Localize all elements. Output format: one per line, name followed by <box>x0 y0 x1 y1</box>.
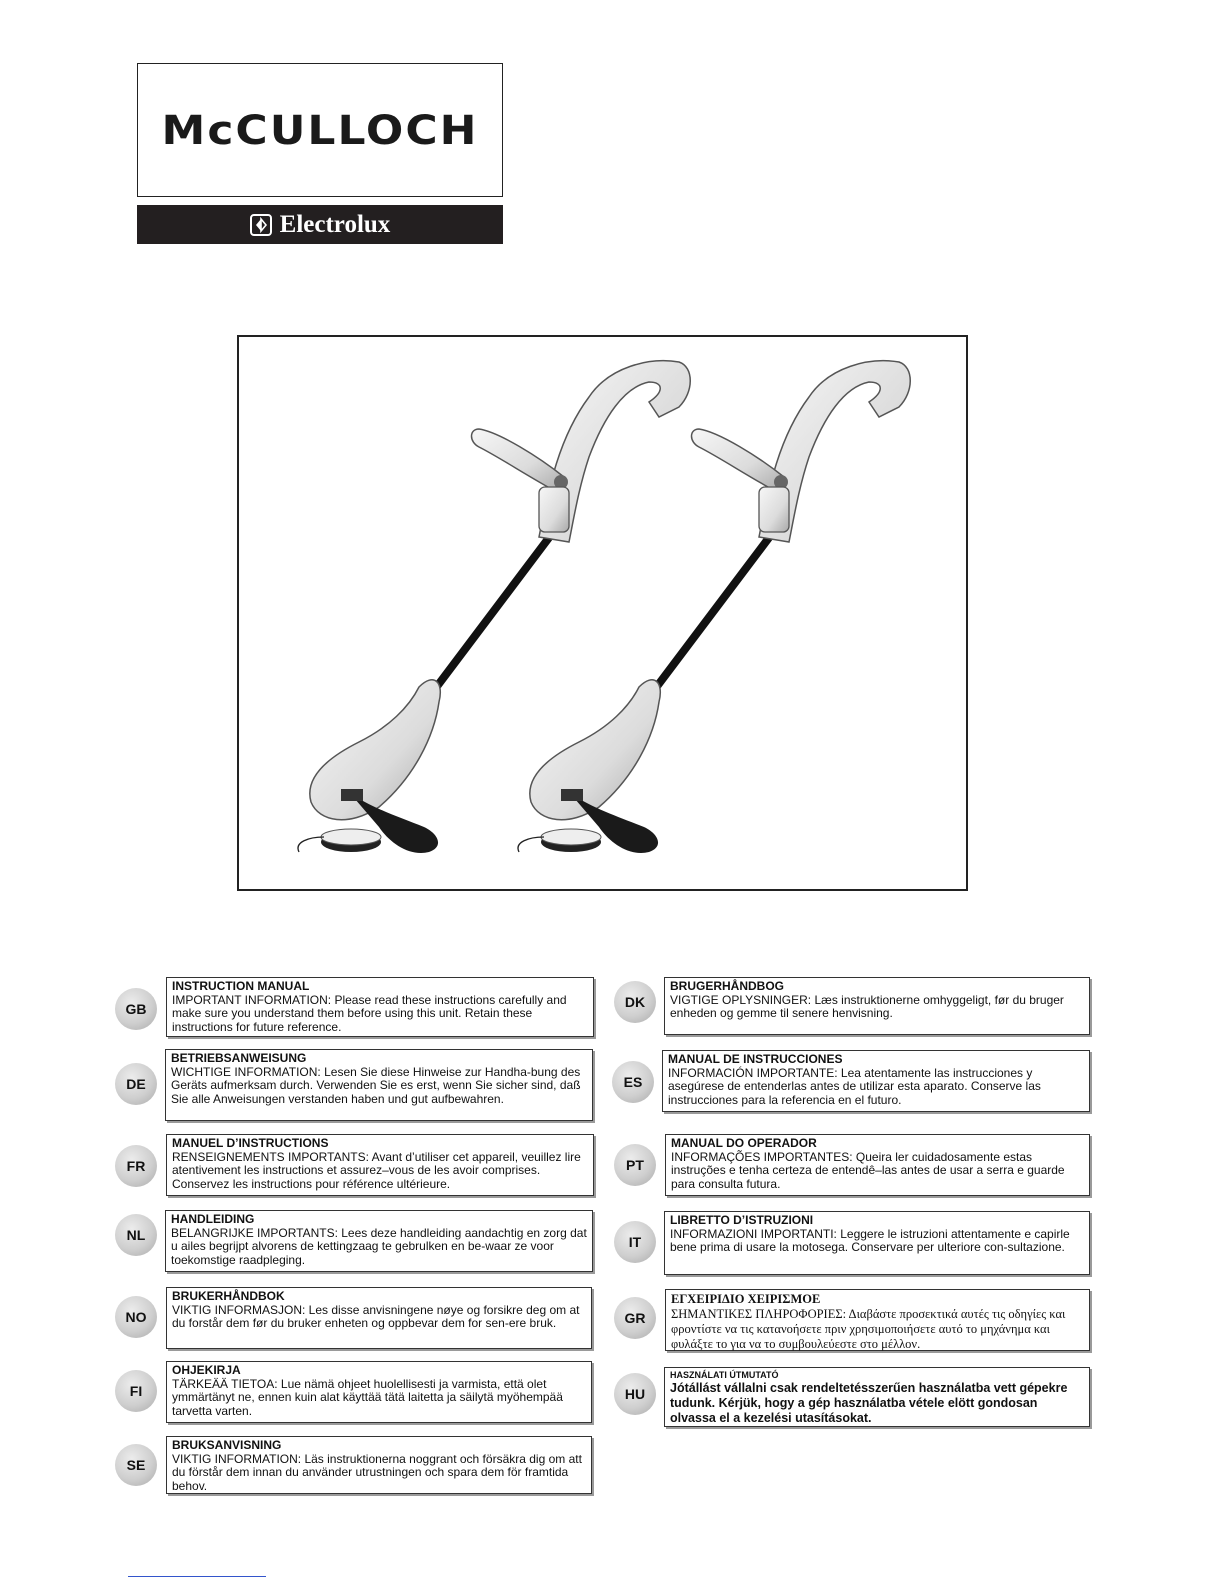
lang-badge-nl: NL <box>115 1214 157 1256</box>
lang-text: INFORMACIÓN IMPORTANTE: Lea atentamente las instrucciones y asegúrese de entenderlas antes de utilizar esta aparato. Conserve las instrucciones para la referencia en el futuro. <box>668 1065 1041 1107</box>
lang-box-no <box>166 1287 592 1349</box>
lang-badge-fi: FI <box>115 1370 157 1412</box>
lang-box-de <box>165 1049 593 1121</box>
lang-text: INFORMAÇÕES IMPORTANTES: Queira ler cuidadosamente estas instruções e tenha certeza de entendê–las antes de usar a serra e guarde para consulta futura. <box>671 1149 1065 1191</box>
lang-box-hu <box>664 1367 1090 1427</box>
lang-title: HANDLEIDING <box>171 1212 255 1226</box>
lang-box-pt <box>665 1134 1090 1196</box>
lang-badge-pt: PT <box>614 1144 656 1186</box>
lang-badge-gr: GR <box>614 1297 656 1339</box>
lang-title: ΕΓΧΕΙΡΙΔΙΟ ΧΕΙΡΙΣΜΟΕ <box>671 1292 821 1306</box>
lang-badge-gb: GB <box>115 988 157 1030</box>
lang-title: HASZNÁLATI ÚTMUTATÓ <box>670 1370 779 1380</box>
mcculloch-logo <box>137 63 503 197</box>
lang-text: VIKTIG INFORMASJON: Les disse anvisningene nøye og forsikre deg om at du forstår dem før du bruker enheten og oppbevar dem for sen-ere bruk. <box>172 1302 580 1331</box>
lang-box-gr <box>665 1289 1090 1351</box>
lang-text: Jótállást vállalni csak rendeltetésszerűen használatba vett gépekre tudunk. Kérjük, hogy a gép használatba vétele elött gondosan olvassa el a kezelési utasításokat. <box>670 1381 1068 1425</box>
electrolux-mark-icon <box>250 214 272 236</box>
lang-badge-se: SE <box>115 1444 157 1486</box>
lang-badge-de: DE <box>115 1063 157 1105</box>
lang-text: VIKTIG INFORMATION: Läs instruktionerna noggrant och försäkra dig om att du förstår dem innan du använder utrustningen och spara dem för framtida behov. <box>172 1451 582 1493</box>
lang-title: MANUAL DO OPERADOR <box>671 1136 817 1150</box>
lang-badge-hu: HU <box>614 1373 656 1415</box>
lang-title: MANUAL DE INSTRUCCIONES <box>668 1052 843 1066</box>
lang-box-nl <box>165 1210 593 1272</box>
lang-box-fi <box>166 1361 592 1423</box>
sub-brand-name: Electrolux <box>279 210 391 238</box>
footer-rule <box>128 1576 266 1577</box>
lang-title: BRUKERHÅNDBOK <box>172 1289 285 1303</box>
lang-badge-it: IT <box>614 1221 656 1263</box>
lang-box-gb <box>166 977 594 1037</box>
lang-title: BETRIEBSANWEISUNG <box>171 1051 307 1065</box>
lang-badge-fr: FR <box>115 1145 157 1187</box>
lang-text: INFORMAZIONI IMPORTANTI: Leggere le istruzioni attentamente e capirle bene prima di usare la motosega. Conservare per ulteriore con-sultazione. <box>670 1226 1070 1255</box>
lang-title: BRUGERHÅNDBOG <box>670 979 784 993</box>
lang-badge-no: NO <box>115 1296 157 1338</box>
product-photo <box>237 335 968 891</box>
lang-title: MANUEL D’INSTRUCTIONS <box>172 1136 329 1150</box>
lang-badge-dk: DK <box>614 981 656 1023</box>
lang-box-se <box>166 1436 592 1494</box>
lang-box-dk <box>664 977 1090 1035</box>
lang-text: BELANGRIJKE IMPORTANTS: Lees deze handleiding aandachtig en zorg dat u ailes begrijpt alvorens de kettingzaag te gebrulken en be-waar ze voor toekomstige raadpleging. <box>171 1225 587 1267</box>
electrolux-logo-bar <box>137 205 503 244</box>
trimmer-illustration <box>239 337 966 889</box>
brand-name: McCULLOCH <box>161 106 479 154</box>
lang-title: INSTRUCTION MANUAL <box>172 979 310 993</box>
lang-text: VIGTIGE OPLYSNINGER: Læs instruktionerne omhyggeligt, før du bruger enheden og gemme til senere henvisning. <box>670 992 1064 1021</box>
lang-title: BRUKSANVISNING <box>172 1438 282 1452</box>
lang-box-es <box>662 1050 1090 1112</box>
lang-text: IMPORTANT INFORMATION: Please read these instructions carefully and make sure you understand them before using this unit. Retain these instructions for future reference. <box>172 992 567 1034</box>
lang-box-it <box>664 1211 1090 1275</box>
trimmer-left <box>298 361 690 853</box>
lang-box-fr <box>166 1134 594 1196</box>
lang-text: ΣΗΜΑΝΤΙΚΕΣ ΠΛΗΡΟΦΟΡΙΕΣ: Διαβάστε προσεκτικά αυτές τις οδηγίες και φροντίστε να τις κατανοήσετε πριν χρησιμοποιήσετε αυτό το μηχάνημα και φυλάξτε το για να το συμβουλεύεστε στο μέλλον. <box>671 1307 1066 1351</box>
lang-title: LIBRETTO D’ISTRUZIONI <box>670 1213 814 1227</box>
lang-text: RENSEIGNEMENTS IMPORTANTS: Avant d’utiliser cet appareil, veuillez lire atentivement les instructions et assurez–vous de les avoir comprises. Conservez les instructions pour référence ultérieure. <box>172 1149 581 1191</box>
lang-text: WICHTIGE INFORMATION: Lesen Sie diese Hinweise zur Handha-bung des Geräts aufmerksam durch. Verwenden Sie es erst, wenn Sie sicher sind, daß Sie alle Anweisungen verstanden haben und gut aufbewahren. <box>171 1064 581 1106</box>
lang-badge-es: ES <box>612 1061 654 1103</box>
lang-title: OHJEKIRJA <box>172 1363 241 1377</box>
lang-text: TÄRKEÄÄ TIETOA: Lue nämä ohjeet huolellisesti ja varmista, että olet ymmärtänyt ne, ennen kuin alat käyttää tätä laitetta ja säilytä myöhempää tarvetta varten. <box>172 1376 563 1418</box>
